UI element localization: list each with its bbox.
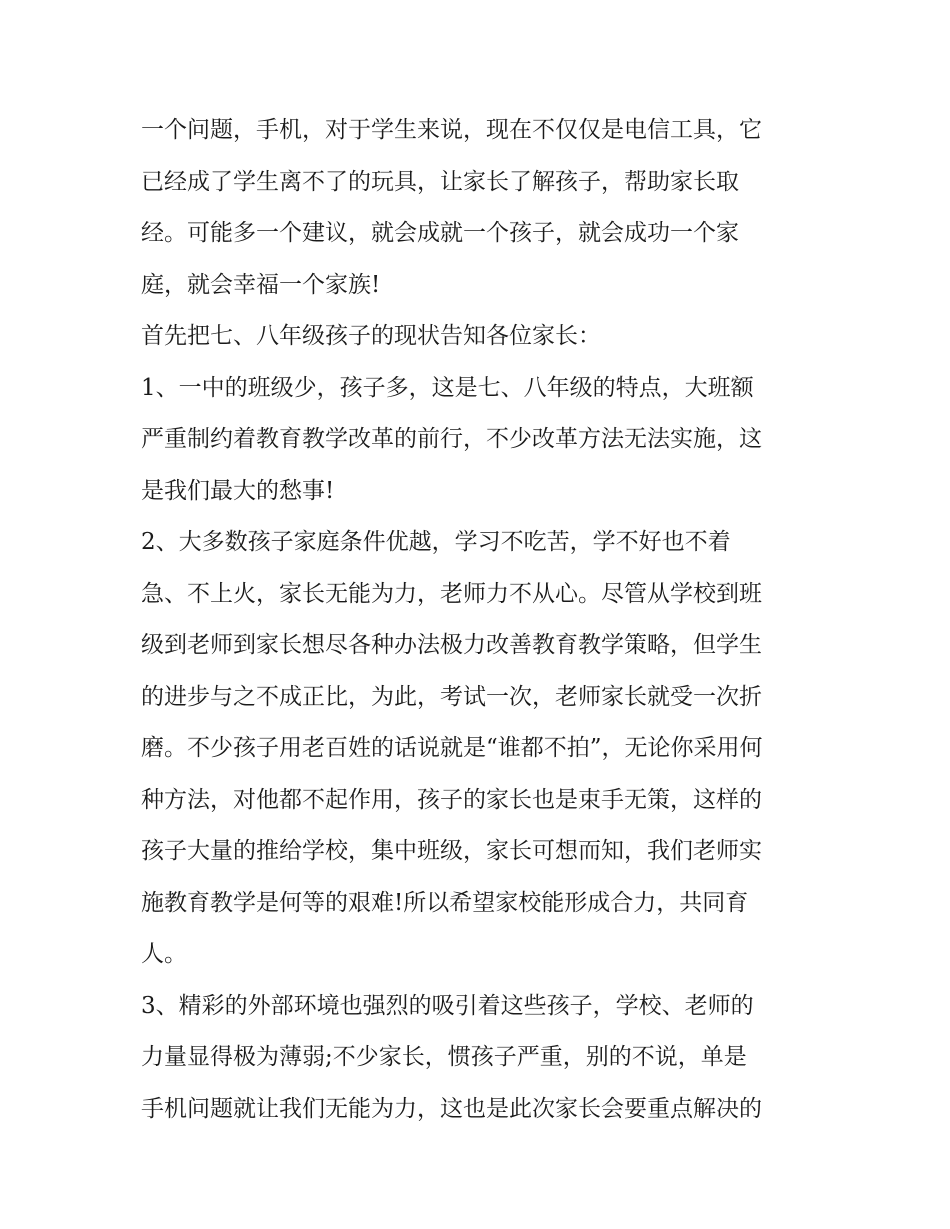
text-line: 施教育教学是何等的艰难!所以希望家校能形成合力，共同育 [141,889,749,916]
text-line: 严重制约着教育教学改革的前行，不少改革方法无法实施，这 [141,426,762,452]
text-line: 磨。不少孩子用老百姓的话说就是“谁都不拍”，无论你采用何 [141,735,763,761]
text-line: 3、精彩的外部环境也强烈的吸引着这些孩子，学校、老师的 [141,992,754,1019]
text-line: 2、大多数孩子家庭条件优越，学习不吃苦，学不好也不着 [141,529,731,555]
text-line: 一个问题，手机，对于学生来说，现在不仅仅是电信工具，它 [141,117,762,143]
text-line: 级到老师到家长想尽各种办法极力改善教育教学策略，但学生 [141,632,762,658]
text-line: 首先把七、八年级孩子的现状告知各位家长： [141,323,601,349]
text-line: 的进步与之不成正比，为此，考试一次，老师家长就受一次折 [141,683,762,710]
text-line: 是我们最大的愁事! [141,477,335,504]
text-line: 力量显得极为薄弱;不少家长，惯孩子严重，别的不说，单是 [141,1044,747,1070]
text-line: 人。 [141,941,187,967]
document-body [141,105,821,1135]
text-line: 经。可能多一个建议，就会成就一个孩子，就会成功一个家 [141,220,739,246]
text-line: 手机问题就让我们无能为力，这也是此次家长会要重点解决的 [141,1095,762,1122]
text-line: 已经成了学生离不了的玩具，让家长了解孩子，帮助家长取 [141,168,739,195]
text-line: 孩子大量的推给学校，集中班级，家长可想而知，我们老师实 [141,838,762,864]
text-line: 1、一中的班级少，孩子多，这是七、八年级的特点，大班额 [141,374,754,401]
text-line: 庭，就会幸福一个家族! [141,271,381,298]
text-line: 种方法，对他都不起作用，孩子的家长也是束手无策，这样的 [141,786,762,813]
text-line: 急、不上火，家长无能为力，老师力不从心。尽管从学校到班 [141,580,762,607]
